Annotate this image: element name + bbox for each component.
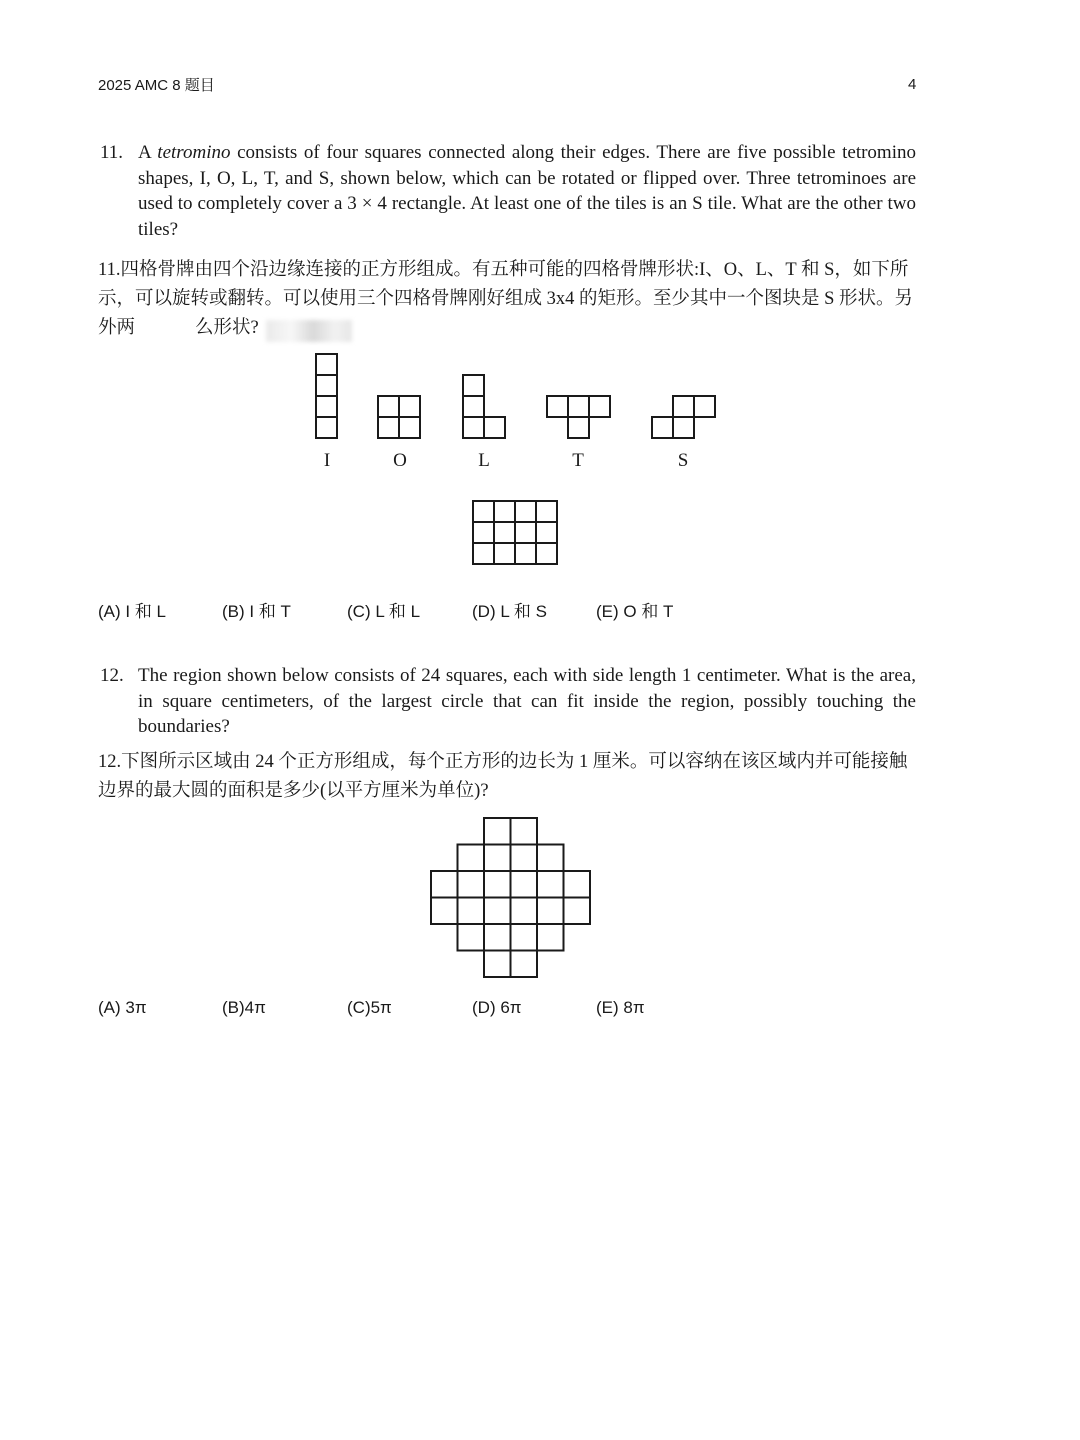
- shape-label-l: L: [478, 450, 490, 471]
- q11-choice-a[interactable]: (A) I 和 L: [98, 602, 167, 621]
- rectangle-3x4-figure: [470, 498, 562, 568]
- q11-english: [100, 140, 920, 244]
- q11-number: 11.: [100, 142, 124, 163]
- page-header-title: 2025 AMC 8 题目: [98, 77, 215, 94]
- shape-label-o: O: [393, 450, 407, 471]
- q11-chinese-text: 11.四格骨牌由四个沿边缘连接的正方形组成。有五种可能的四格骨牌形状:I、O、L、T 和 S，如下所示，可以旋转或翻转。可以使用三个四格骨牌刚好组成 3x4 的矩形。至少其中一个图块是 S 形状。另外两 么形状?: [98, 260, 914, 338]
- q12-english: [100, 663, 920, 741]
- q12-choice-e[interactable]: (E) 8π: [596, 998, 645, 1017]
- q12-choice-b[interactable]: (B)4π: [222, 998, 266, 1017]
- region-24-squares-figure: [428, 815, 594, 983]
- q11-english-text: A tetromino consists of four squares connected along their edges. There are five possible tetromino shapes, I, O, L, T, and S, shown below, which can be rotated or flipped over. Three tetrominoes are used to completely cover a 3 × 4 rectangle. At least one of the tiles is an S tile. What are the other two tiles?: [138, 142, 916, 240]
- q11-choice-d[interactable]: (D) L 和 S: [472, 602, 547, 621]
- page-number: 4: [908, 76, 917, 93]
- tetromino-t: [547, 396, 610, 438]
- q11-choice-b[interactable]: (B) I 和 T: [222, 602, 291, 621]
- shape-label-i: I: [323, 450, 331, 471]
- tetromino-l: [463, 375, 505, 438]
- q12-choice-d[interactable]: (D) 6π: [472, 998, 522, 1017]
- tetromino-i: [316, 354, 337, 438]
- q12-choices: [98, 998, 798, 1022]
- q12-choice-a[interactable]: (A) 3π: [98, 998, 147, 1017]
- q11-choice-e[interactable]: (E) O 和 T: [596, 602, 674, 621]
- tetromino-o: [378, 396, 420, 438]
- shape-label-t: T: [572, 450, 584, 471]
- q12-choice-c[interactable]: (C)5π: [347, 998, 392, 1017]
- q12-chinese-text: 12.下图所示区域由 24 个正方形组成，每个正方形的边长为 1 厘米。可以容纳在该区域内并可能接触边界的最大圆的面积是多少(以平方厘米为单位)?: [98, 752, 908, 801]
- tetromino-s: [652, 396, 715, 438]
- q11-choices: [98, 597, 798, 621]
- q12-number: 12.: [100, 665, 124, 686]
- q12-english-text: The region shown below consists of 24 squares, each with side length 1 centimeter. What is the area, in square centimeters, of the largest circle that can fit inside the region, possibly touching the boundaries?: [138, 665, 916, 737]
- shape-label-s: S: [677, 450, 689, 471]
- q11-choice-c[interactable]: (C) L 和 L: [347, 602, 421, 621]
- tetromino-shapes-figure: [300, 350, 730, 450]
- blurred-text-patch: [266, 320, 352, 342]
- tetromino-term: tetromino: [157, 142, 231, 163]
